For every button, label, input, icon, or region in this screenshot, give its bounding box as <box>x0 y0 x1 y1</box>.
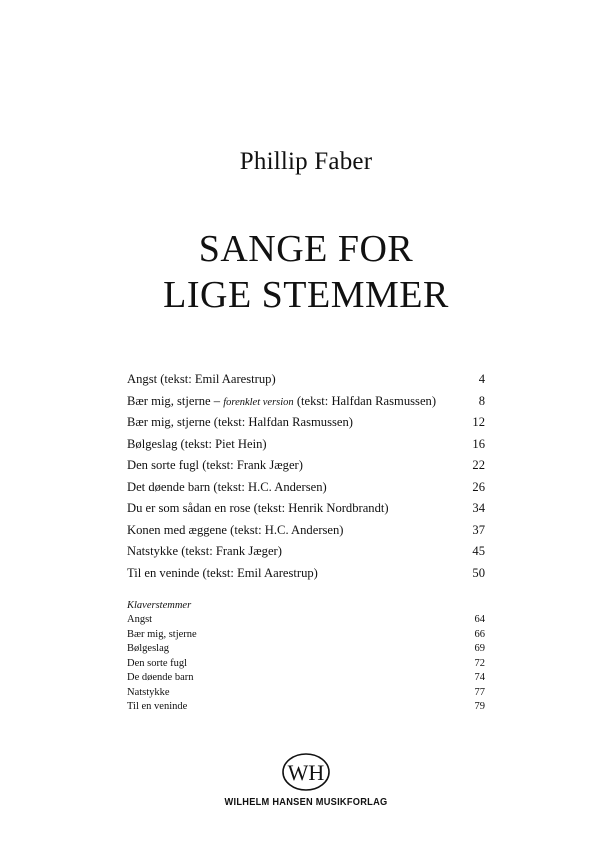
toc-entry-text-rest: (tekst: Halfdan Rasmussen) <box>293 393 437 408</box>
toc-entry <box>127 455 485 477</box>
toc-entry <box>127 369 485 391</box>
toc-entry <box>127 477 485 499</box>
toc-entry-dash: – <box>210 393 224 408</box>
piano-entry <box>127 642 485 657</box>
piano-parts-list <box>127 598 485 715</box>
piano-entry <box>127 613 485 628</box>
toc-entry <box>127 541 485 563</box>
toc-entry <box>127 563 485 585</box>
piano-entry <box>127 686 485 701</box>
toc-entry-page: 16 <box>472 436 485 451</box>
composer-name: Phillip Faber <box>239 148 373 175</box>
toc-entry-page: 34 <box>472 501 485 515</box>
toc-entry <box>127 520 485 542</box>
piano-entry-title: Bølgeslag <box>127 643 169 654</box>
toc-entry-page: 8 <box>478 393 485 408</box>
toc-entry-page: 50 <box>472 565 485 580</box>
toc-entry-page: 4 <box>478 372 485 386</box>
piano-entry-page: 74 <box>474 672 485 683</box>
table-of-contents <box>127 369 485 584</box>
book-title <box>0 226 612 318</box>
piano-entry-title: Natstykke <box>127 686 170 698</box>
piano-entry <box>127 671 485 686</box>
toc-entry <box>127 498 485 520</box>
toc-entry-note: forenklet version <box>223 396 294 408</box>
piano-entry-page: 72 <box>474 657 485 669</box>
toc-entry-title: Bær mig, stjerne (tekst: Halfdan Rasmussen) <box>127 415 353 429</box>
piano-entry-page: 77 <box>474 686 485 698</box>
title-line-2: LIGE STEMMER <box>163 274 449 316</box>
toc-entry-title: Bær mig, stjerne <box>127 393 211 408</box>
toc-entry-title: Til en veninde (tekst: Emil Aarestrup) <box>127 565 318 580</box>
toc-entry-title: Natstykke (tekst: Frank Jæger) <box>127 544 282 558</box>
publisher-name: WILHELM HANSEN MUSIKFORLAG <box>224 796 388 808</box>
toc-entry <box>127 391 485 413</box>
piano-entry-title: Bær mig, stjerne <box>127 628 197 640</box>
toc-entry-page: 26 <box>472 479 485 494</box>
piano-entry <box>127 700 485 715</box>
toc-entry-title: Angst (tekst: Emil Aarestrup) <box>127 372 276 386</box>
piano-entry-title: Til en veninde <box>127 701 188 712</box>
toc-entry-page: 12 <box>472 415 485 429</box>
piano-entry-page: 64 <box>474 614 485 625</box>
toc-entry-title: Bølgeslag (tekst: Piet Hein) <box>127 436 267 451</box>
toc-entry-page: 45 <box>472 544 485 558</box>
wh-logo-icon <box>280 752 332 792</box>
title-line-1: SANGE FOR <box>198 228 414 270</box>
piano-entry-title: Den sorte fugl <box>127 657 188 669</box>
toc-entry <box>127 434 485 456</box>
piano-entry-title: De døende barn <box>127 672 194 683</box>
toc-entry-page: 22 <box>472 458 485 472</box>
logo-monogram: WH <box>287 760 325 785</box>
toc-entry-title: Den sorte fugl (tekst: Frank Jæger) <box>127 458 303 472</box>
piano-entry <box>127 657 485 672</box>
piano-entry <box>127 628 485 643</box>
piano-entry-page: 79 <box>474 701 485 712</box>
toc-entry-title: Det døende barn (tekst: H.C. Andersen) <box>127 479 327 494</box>
toc-entry <box>127 412 485 434</box>
piano-parts-heading: Klaverstemmer <box>127 600 192 611</box>
piano-entry-page: 69 <box>474 643 485 654</box>
piano-entry-page: 66 <box>474 628 485 640</box>
toc-entry-page: 37 <box>472 522 485 537</box>
piano-entry-title: Angst <box>127 614 153 625</box>
toc-entry-title: Du er som sådan en rose (tekst: Henrik Nordbrandt) <box>127 501 389 515</box>
toc-entry-title: Konen med æggene (tekst: H.C. Andersen) <box>127 522 344 537</box>
publisher-logo <box>0 752 612 808</box>
